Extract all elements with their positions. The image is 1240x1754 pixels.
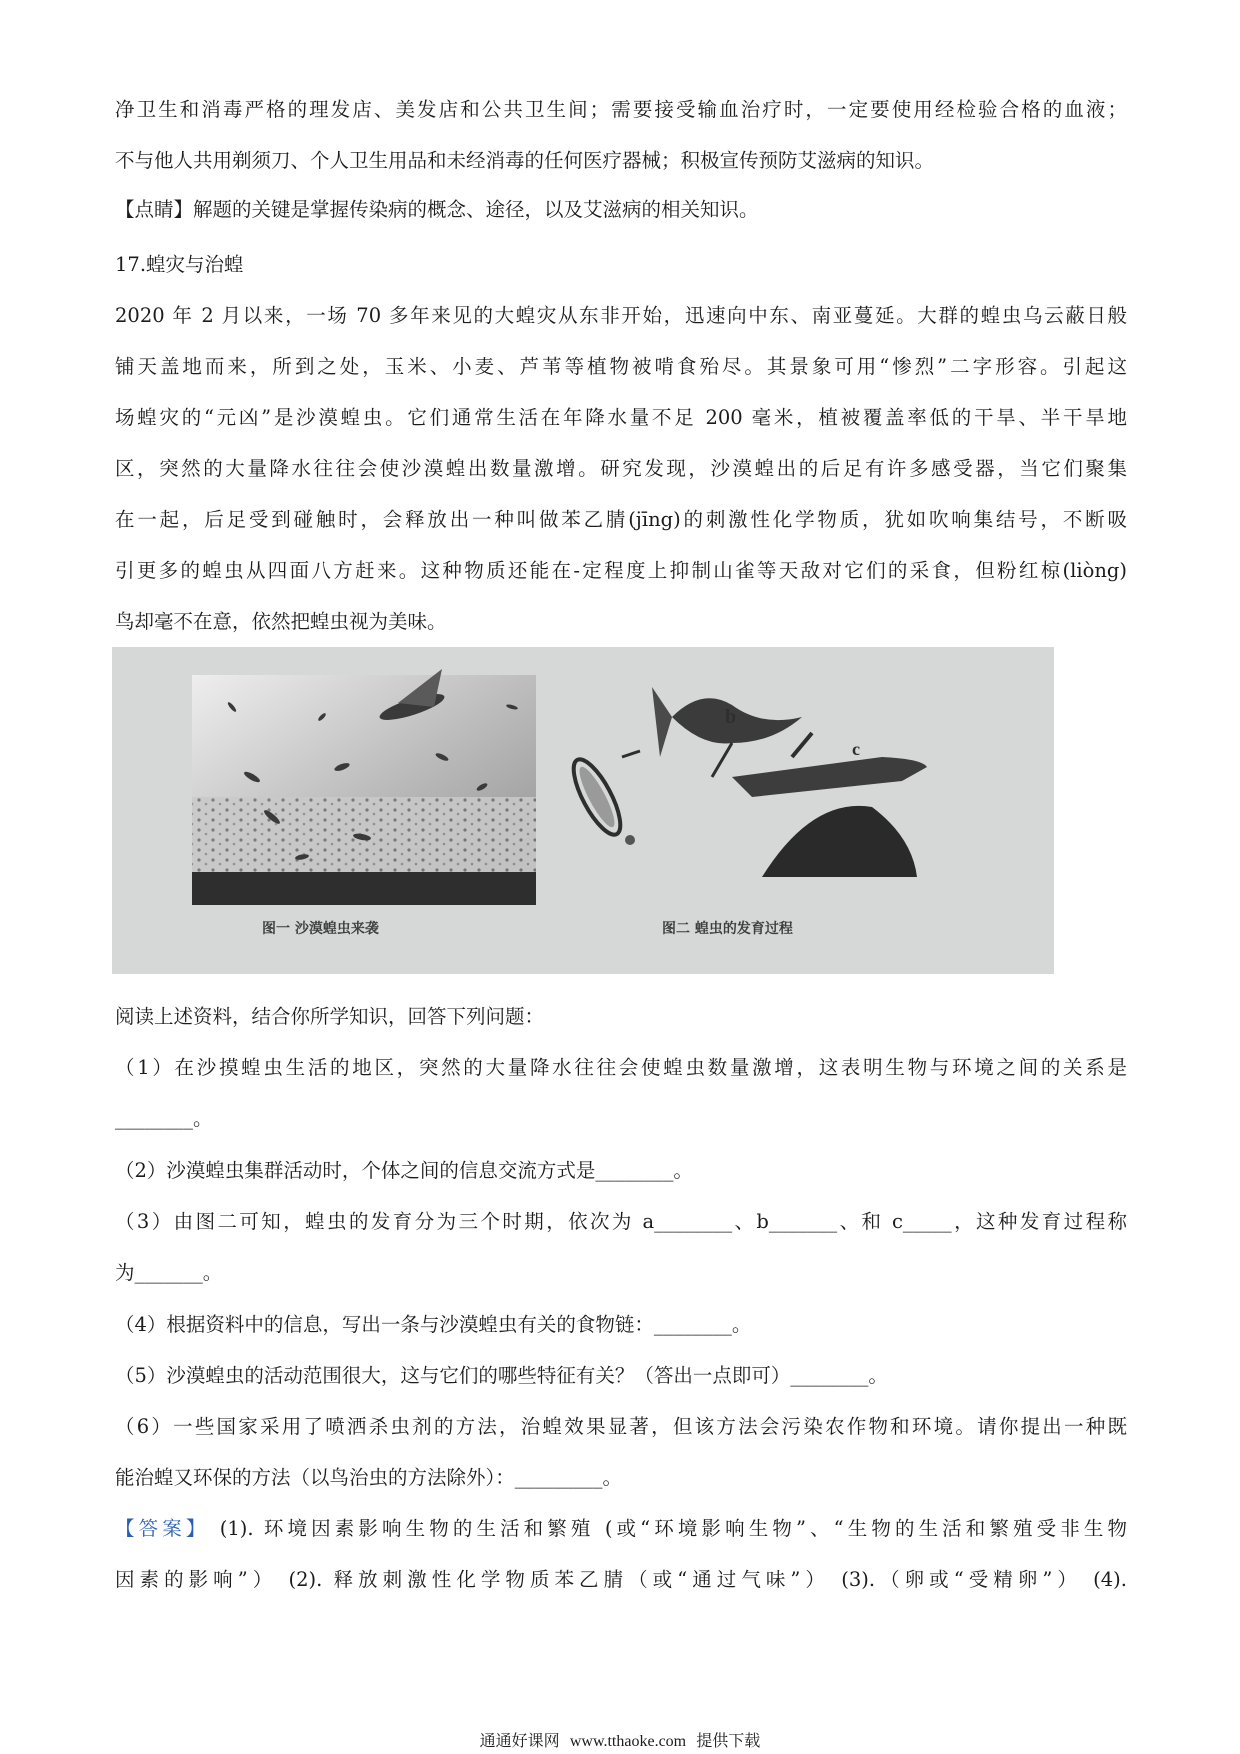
body-text-line-2: 不与他人共用剃须刀、个人卫生用品和未经消毒的任何医疗器械；积极宣传预防艾滋病的知识。 bbox=[115, 149, 935, 172]
answer-tag: 【答案】 bbox=[115, 1517, 210, 1540]
passage-line-4: 区，突然的大量降水往往会使沙漠蝗出数量激增。研究发现，沙漠蝗出的后足有许多感受器，当它们聚集 bbox=[115, 457, 1127, 480]
question-5: （5）沙漠蝗虫的活动范围很大，这与它们的哪些特征有关？（答出一点即可）________。 bbox=[115, 1364, 888, 1387]
question-title: 17.蝗灾与治蝗 bbox=[115, 253, 244, 276]
passage-line-5: 在一起，后足受到碰触时，会释放出一种叫做苯乙腈(jīng)的刺激性化学物质，犹如吹响集结号，不断吸 bbox=[115, 508, 1127, 531]
question-1-line-2: ________。 bbox=[115, 1107, 213, 1130]
question-3-line-1: （3）由图二可知，蝗虫的发育分为三个时期，依次为 a________、b_______、和 c_____，这种发育过程称 bbox=[115, 1210, 1127, 1233]
figure-panel-development bbox=[565, 687, 927, 877]
question-3-line-2: 为_______。 bbox=[115, 1261, 223, 1284]
question-6-line-2: 能治蝗又环保的方法（以鸟治虫的方法除外）：_________。 bbox=[115, 1466, 623, 1489]
page-footer bbox=[0, 1728, 1240, 1751]
dianjing-paragraph bbox=[115, 196, 759, 224]
dianjing-text: 解题的关键是掌握传染病的概念、途径，以及艾滋病的相关知识。 bbox=[193, 198, 759, 221]
figure-panel-swarm bbox=[192, 669, 536, 905]
label-b: b bbox=[725, 706, 737, 728]
question-6-line-1: （6）一些国家采用了喷洒杀虫剂的方法，治蝗效果显著，但该方法会污染农作物和环境。请你提出一种既 bbox=[115, 1415, 1127, 1438]
passage-line-3: 场蝗灾的“元凶”是沙漠蝗虫。它们通常生活在年降水量不足 200 毫米，植被覆盖率低的干旱、半干旱地 bbox=[115, 406, 1127, 429]
passage-line-7: 鸟却毫不在意，依然把蝗虫视为美味。 bbox=[115, 610, 447, 633]
figure-caption-1: 图一 沙漠蝗虫来袭 bbox=[262, 921, 379, 937]
label-c: c bbox=[852, 739, 860, 759]
locust-figure-graphic bbox=[112, 647, 1054, 974]
passage-line-1: 2020 年 2 月以来，一场 70 多年来见的大蝗灾从东非开始，迅速向中东、南亚蔓延。大群的蝗虫乌云蔽日般 bbox=[115, 304, 1127, 327]
footer-site: 通通好课网 bbox=[479, 1731, 560, 1750]
question-2: （2）沙漠蝗虫集群活动时，个体之间的信息交流方式是________。 bbox=[115, 1159, 693, 1182]
dianjing-tag: 【点睛】 bbox=[115, 198, 194, 221]
answer-line-2: 因素的影响”） (2). 释放刺激性化学物质苯乙腈（或“通过气味”） (3).（卵或“受精卵”） (4). bbox=[115, 1568, 1127, 1591]
figure-caption-2: 图二 蝗虫的发育过程 bbox=[662, 921, 793, 937]
question-4: （4）根据资料中的信息，写出一条与沙漠蝗虫有关的食物链：________。 bbox=[115, 1313, 752, 1336]
answer-text-1: (1). 环境因素影响生物的生活和繁殖 (或“环境影响生物”、“生物的生活和繁殖受非生物 bbox=[209, 1517, 1127, 1540]
question-1-line-1: （1）在沙摸蝗虫生活的地区，突然的大量降水往往会使蝗虫数量激增，这表明生物与环境之间的关系是 bbox=[115, 1056, 1127, 1079]
body-text-line-1: 净卫生和消毒严格的理发店、美发店和公共卫生间；需要接受输血治疗时，一定要使用经检验合格的血液； bbox=[115, 98, 1127, 121]
locust-figure bbox=[112, 647, 1054, 974]
instruction: 阅读上述资料，结合你所学知识，回答下列问题： bbox=[115, 1005, 545, 1028]
answer-line-1 bbox=[115, 1515, 1127, 1543]
footer-url[interactable]: www.tthaoke.com bbox=[569, 1733, 687, 1750]
passage-line-2: 铺天盖地而来，所到之处，玉米、小麦、芦苇等植物被啃食殆尽。其景象可用“惨烈”二字形容。引起这 bbox=[115, 355, 1127, 378]
passage-line-6: 引更多的蝗虫从四面八方赶来。这种物质还能在-定程度上抑制山雀等天敌对它们的采食，但粉红椋(liòng) bbox=[115, 559, 1127, 582]
footer-suffix: 提供下载 bbox=[696, 1731, 761, 1750]
